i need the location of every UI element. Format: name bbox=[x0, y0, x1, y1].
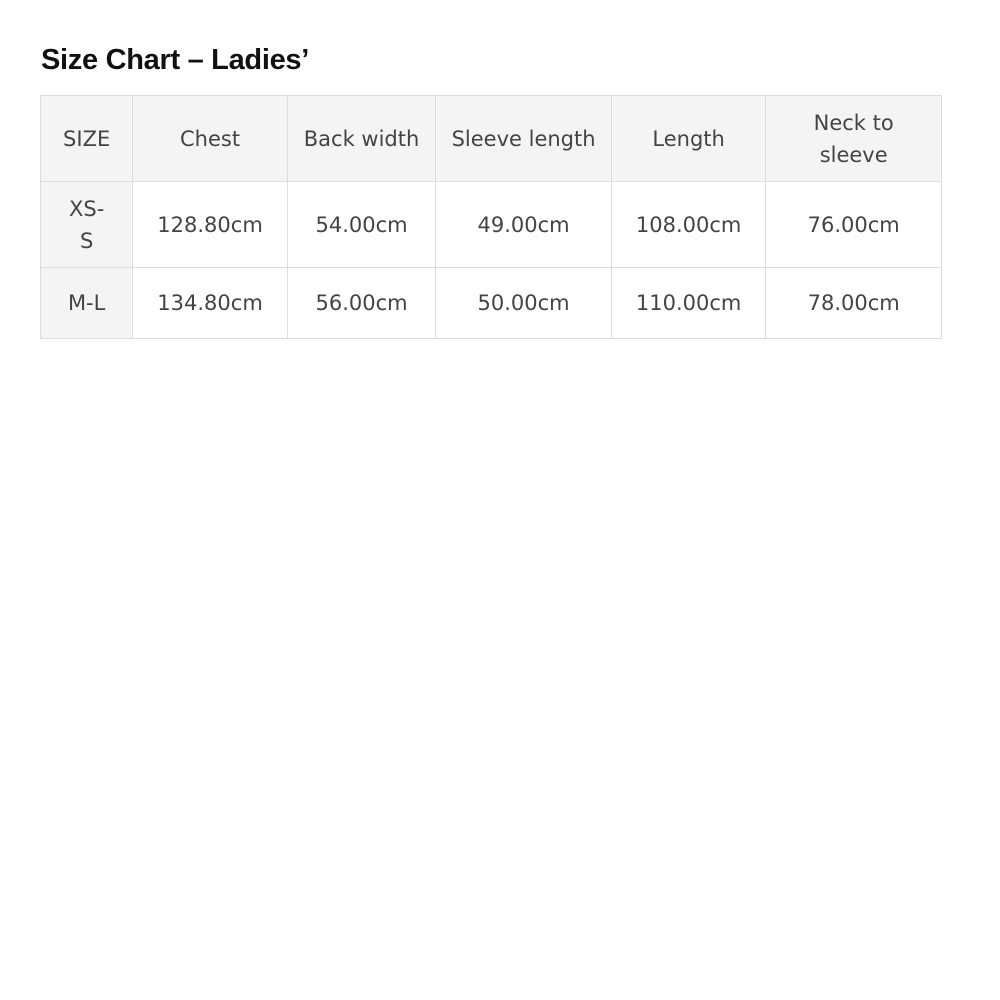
header-sleeve-length: Sleeve length bbox=[436, 96, 612, 182]
back-width-value: 54.00cm bbox=[287, 182, 435, 268]
back-width-value: 56.00cm bbox=[287, 268, 435, 339]
header-size: SIZE bbox=[41, 96, 133, 182]
sleeve-length-value: 50.00cm bbox=[436, 268, 612, 339]
size-label: M-L bbox=[41, 268, 133, 339]
table-row bbox=[41, 268, 942, 339]
size-chart-table bbox=[40, 95, 942, 339]
neck-to-sleeve-value: 78.00cm bbox=[766, 268, 942, 339]
header-neck-to-sleeve: Neck to sleeve bbox=[766, 96, 942, 182]
length-value: 108.00cm bbox=[611, 182, 766, 268]
page-title: Size Chart – Ladies’ bbox=[41, 44, 309, 76]
header-chest: Chest bbox=[133, 96, 288, 182]
header-length: Length bbox=[611, 96, 766, 182]
size-label: XS-S bbox=[41, 182, 133, 268]
chest-value: 134.80cm bbox=[133, 268, 288, 339]
header-back-width: Back width bbox=[287, 96, 435, 182]
sleeve-length-value: 49.00cm bbox=[436, 182, 612, 268]
table-row bbox=[41, 182, 942, 268]
chest-value: 128.80cm bbox=[133, 182, 288, 268]
neck-to-sleeve-value: 76.00cm bbox=[766, 182, 942, 268]
length-value: 110.00cm bbox=[611, 268, 766, 339]
table-header-row bbox=[41, 96, 942, 182]
